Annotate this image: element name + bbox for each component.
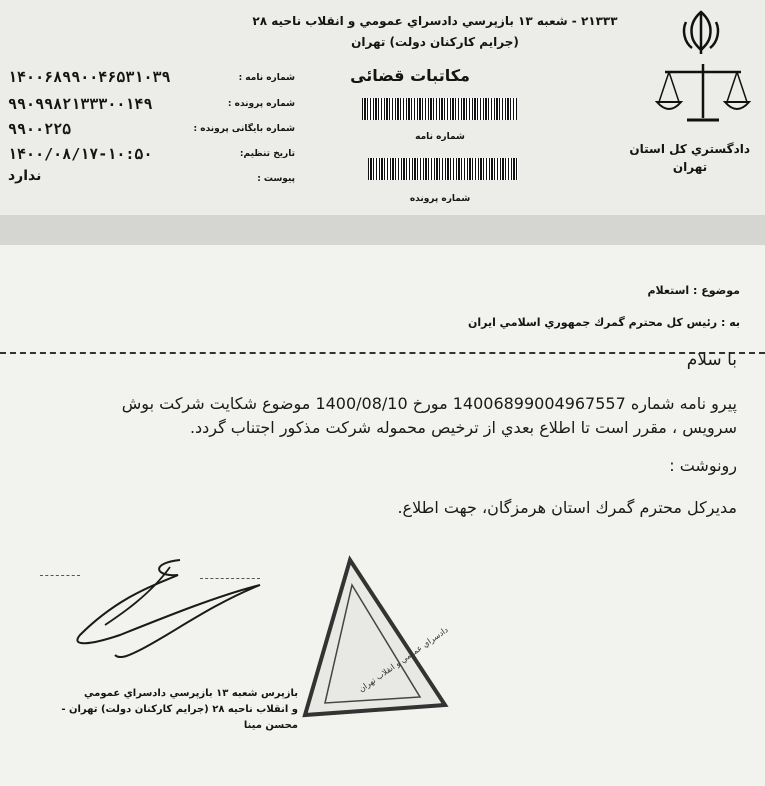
signatory-line-1: بازپرس شعبه ۱۳ بازپرسي دادسراي عمومي xyxy=(84,688,298,699)
greeting: با سلام xyxy=(686,350,737,370)
signatory-name: محسن مينا xyxy=(243,720,298,731)
court-city: تهران xyxy=(672,160,708,174)
copy-heading: رونوشت : xyxy=(669,456,737,475)
field-value-date: ۱۴۰۰/۰۸/۱۷-۱۰:۵۰ xyxy=(8,145,153,163)
field-label-date: تاریخ تنظیم: xyxy=(239,149,295,159)
iran-emblem-icon xyxy=(680,8,722,56)
subject-label: موضوع : xyxy=(693,284,740,297)
field-label-attachment: پیوست : xyxy=(257,174,295,184)
justice-scales-icon xyxy=(655,62,751,124)
letter-barcode xyxy=(362,98,517,120)
field-value-attachment: ندارد xyxy=(8,168,42,184)
stamp-text: دادسراي عمومي و انقلاب تهران xyxy=(357,625,450,694)
field-value-case-no: ۹۹۰۹۹۸۲۱۳۳۳۰۰۱۴۹ xyxy=(8,95,153,113)
body-line-2: سرويس ، مقرر است تا اطلاع بعدي از ترخيص محموله شركت مذكور اجتناب گردد. xyxy=(189,418,737,437)
dashed-separator xyxy=(0,352,765,354)
subject-value: استعلام xyxy=(647,284,690,297)
recipient-label: به : xyxy=(720,316,740,329)
case-barcode-caption: شماره پرونده xyxy=(409,194,471,204)
subject-line xyxy=(500,284,740,297)
field-label-archive-no: شماره بایگانی پرونده : xyxy=(193,124,295,134)
recipient-value: رئیس كل محترم گمرك جمهوري اسلامي ايران xyxy=(467,316,718,329)
copy-recipient: مديركل محترم گمرك استان هرمزگان، جهت اطلاع. xyxy=(397,498,737,517)
field-value-archive-no: ۹۹۰۰۲۲۵ xyxy=(8,120,72,138)
document-title: مكاتبات قضائی xyxy=(350,66,470,85)
branch-line-1: ۲۱۳۳۳ - شعبه ۱۳ بازپرسي دادسراي عمومي و انقلاب ناحيه ۲۸ xyxy=(252,14,618,28)
branch-line-2: (جرايم كاركنان دولت) تهران xyxy=(351,35,519,49)
case-barcode xyxy=(368,158,518,180)
letter-barcode-caption: شماره نامه xyxy=(415,132,465,142)
signatory-line-2: و انقلاب ناحيه ۲۸ (جرايم كاركنان دولت) تهران - xyxy=(61,704,298,715)
field-label-letter-no: شماره نامه : xyxy=(238,73,295,83)
signature-scribble xyxy=(60,555,290,665)
header-band xyxy=(0,215,765,245)
letter-header xyxy=(0,0,765,216)
field-value-letter-no: ۱۴۰۰۶۸۹۹۰۰۴۶۵۳۱۰۳۹ xyxy=(8,68,171,86)
field-label-case-no: شماره پرونده : xyxy=(227,99,295,109)
dash-mark-1 xyxy=(40,575,80,576)
recipient-line xyxy=(440,316,740,329)
court-name: دادگستري كل استان xyxy=(629,142,750,156)
dash-mark-2 xyxy=(200,578,260,579)
body-line-1: پيرو نامه شماره 14006899004967557 مورخ 1400/08/10 موضوع شكايت شركت بوش xyxy=(121,394,737,413)
